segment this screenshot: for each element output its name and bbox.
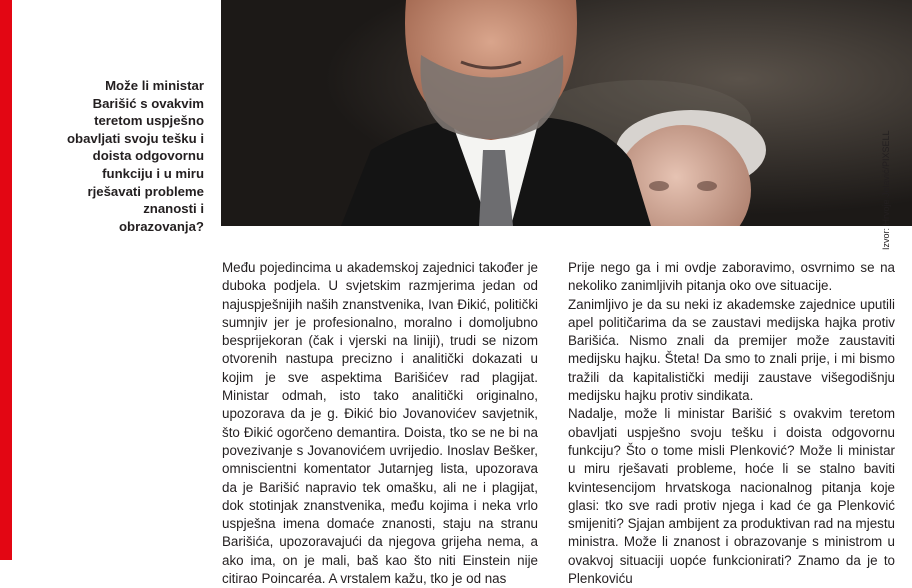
paragraph: Prije nego ga i mi ovdje zaboravimo, osvrnimo se na nekoliko zanimljivih pitanja oko ove situacije. (568, 260, 895, 294)
article-column-right (568, 259, 895, 588)
article-column-left (222, 259, 538, 588)
article-photo (221, 0, 912, 226)
pull-quote: Može li ministar Barišić s ovakvim teretom uspješno obavljati svoju tešku i doista odgovornu funkciju i u miru rješavati probleme znanosti i obrazovanja? (66, 78, 204, 234)
photo-illustration (221, 0, 912, 226)
page-edge-accent-bar (0, 0, 12, 560)
paragraph: Nadalje, može li ministar Barišić s ovakvim teretom obavljati uspješno svoju tešku i doista odgovornu funkciju? Što o tome misli Plenković? Može li ministar u miru rješavati probleme, hoće li se stalno baviti kvintesencijom hrvatskoga nacionalnog pitanja koje glasi: tko sve radi protiv njega i kad će ga Plenković smijeniti? Sjajan ambijent za produktivan rad na mjestu ministra. Može li znanost i obrazovanje s ministrom u ovakvoj situaciji uopće funkcionirati? Znamo da je to Plenkoviću (568, 406, 895, 587)
paragraph: Zanimljivo je da su neki iz akademske zajednice uputili apel političarima da se zaustavi medijska hajka protiv Barišića. Nismo znali da premijer može zaustaviti medijsku hajku. Šteta! Da smo to znali prije, i mi bismo tražili da kapitalistički mediji zaustave višegodišnju medijsku hajku protiv sindikata. (568, 296, 895, 404)
paragraph: Među pojedincima u akademskoj zajednici također je duboka podjela. U svjetskim razmjerima jedan od najuspješnijih naših znanstvenika, Ivan Đikić, politički sumnjiv jer je profesionalno, moralno i domoljubno besprijekoran (čak i vjerski na liniji), trudi se nizom otvorenih nastupa precizno i analitički dokazati u kojim je sve aspektima Barišićev rad plagijat. Ministar odmah, isto tako analitički originalno, upozorava da je g. Đikić bio Jovanovićev savjetnik, što Đikić ogorčeno demantira. Doista, tko se ne bi na povezivanje s Jovanovićem uvrijedio. Inoslav Bešker, omniscientni komentator Jutarnjeg lista, upozorava da je Barišić napravio tek omašku, ali ne i plagijat, dok stotinjak znanstvenika, među kojima i neka vrlo uspješna imena domaće znanosti, staju na stranu Barišića, upozoravajući da njegova grijeha nema, a ako ima, on je mali, baš kao što niti Einstein nije citirao Poincaréa. A vrstalem kažu, tko je od nas (222, 260, 538, 587)
photo-credit: Izvor: Hrvoje Jelavić/PIXSELL (881, 130, 891, 250)
